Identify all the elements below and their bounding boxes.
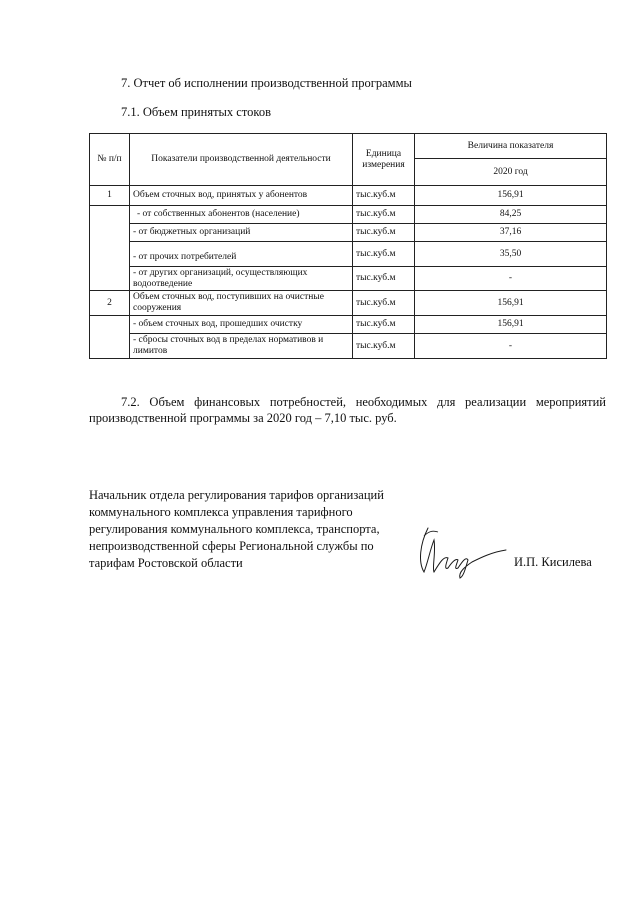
- row-indicator: - от бюджетных организаций: [130, 224, 353, 242]
- row-unit: тыс.куб.м: [353, 291, 415, 316]
- signatory-line: Начальник отдела регулирования тарифов организаций: [89, 488, 384, 502]
- handwritten-signature: [410, 522, 510, 584]
- row-indicator: Объем сточных вод, поступивших на очистные сооружения: [130, 291, 353, 316]
- row-indicator: - объем сточных вод, прошедших очистку: [130, 316, 353, 334]
- row-indicator: - сбросы сточных вод в пределах нормативов и лимитов: [130, 334, 353, 359]
- table-row: [90, 206, 607, 224]
- signatory-line: коммунального комплекса управления тарифного: [89, 505, 353, 519]
- row-unit: тыс.куб.м: [353, 186, 415, 206]
- row-indicator: Объем сточных вод, принятых у абонентов: [130, 186, 353, 206]
- row-value: 156,91: [415, 186, 607, 206]
- row-value: 156,91: [415, 291, 607, 316]
- row-unit: тыс.куб.м: [353, 334, 415, 359]
- header-num: № п/п: [90, 134, 130, 186]
- header-value: Величина показателя: [415, 134, 607, 159]
- row-num: 2: [90, 291, 130, 316]
- table-row: [90, 224, 607, 242]
- row-value: -: [415, 334, 607, 359]
- table-row: [90, 316, 607, 334]
- signatory-line: непроизводственной сферы Региональной службы по: [89, 539, 374, 553]
- subsection-title: 7.1. Объем принятых стоков: [121, 105, 271, 119]
- row-unit: тыс.куб.м: [353, 316, 415, 334]
- row-num-empty: [90, 316, 130, 359]
- header-indicator: Показатели производственной деятельности: [130, 134, 353, 186]
- table-row: [90, 186, 607, 206]
- financial-needs-paragraph: 7.2. Объем финансовых потребностей, необходимых для реализации мероприятий производственной программы за 2020 год – 7,10 тыс. руб.: [89, 395, 606, 425]
- table-row: [90, 267, 607, 291]
- header-unit: Единица измерения: [353, 134, 415, 186]
- table-row: [90, 291, 607, 316]
- signatory-line: регулирования коммунального комплекса, транспорта,: [89, 522, 380, 536]
- table-row: [90, 334, 607, 359]
- row-num: 1: [90, 186, 130, 206]
- row-value: 37,16: [415, 224, 607, 242]
- signatory-line: тарифам Ростовской области: [89, 556, 243, 570]
- row-indicator: - от собственных абонентов (население): [130, 206, 353, 224]
- row-value: 35,50: [415, 242, 607, 267]
- signatory-name: И.П. Кисилева: [514, 555, 592, 569]
- row-unit: тыс.куб.м: [353, 267, 415, 291]
- report-table: [89, 133, 607, 359]
- row-indicator: - от других организаций, осуществляющих водоотведение: [130, 267, 353, 291]
- row-value: 156,91: [415, 316, 607, 334]
- row-value: -: [415, 267, 607, 291]
- row-unit: тыс.куб.м: [353, 224, 415, 242]
- signatory-title: [89, 487, 419, 572]
- row-unit: тыс.куб.м: [353, 242, 415, 267]
- section-title: 7. Отчет об исполнении производственной программы: [121, 76, 412, 90]
- row-num-empty: [90, 206, 130, 291]
- row-value: 84,25: [415, 206, 607, 224]
- row-indicator: - от прочих потребителей: [130, 242, 353, 267]
- table-row: [90, 242, 607, 267]
- header-year: 2020 год: [415, 159, 607, 186]
- row-unit: тыс.куб.м: [353, 206, 415, 224]
